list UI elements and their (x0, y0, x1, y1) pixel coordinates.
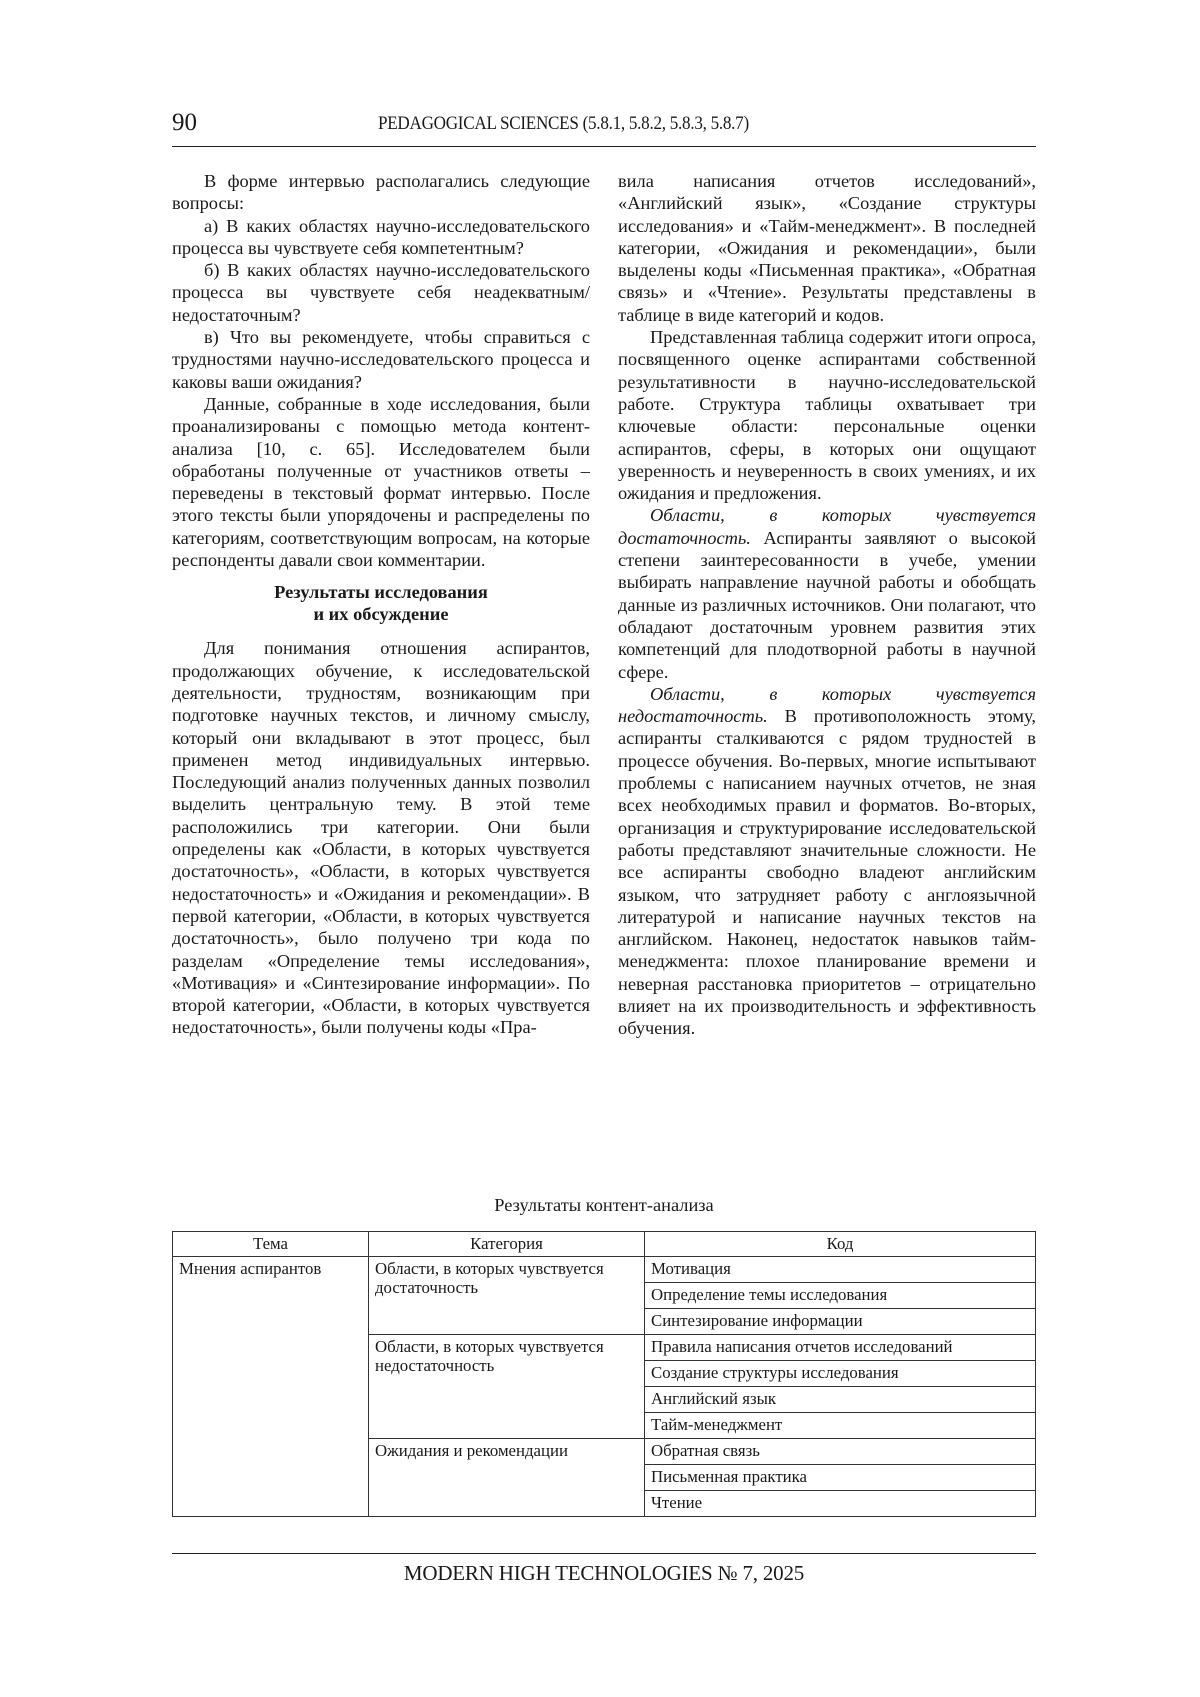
header-theme: Тема (173, 1232, 369, 1257)
content-analysis-table (172, 1231, 1036, 1517)
category-cell: Области, в которых чувствуется недостаточность (369, 1335, 645, 1439)
code-cell: Обратная связь (645, 1439, 1036, 1465)
section-heading (172, 581, 590, 625)
table-header-row (173, 1232, 1036, 1257)
section-heading-line2: и их обсуждение (313, 604, 449, 625)
code-cell: Правила написания отчетов исследований (645, 1335, 1036, 1361)
page-footer (172, 1553, 1036, 1585)
journal-footer: MODERN HIGH TECHNOLOGIES № 7, 2025 (403, 1561, 805, 1585)
code-cell: Письменная практика (645, 1465, 1036, 1491)
section-heading-line1: Результаты исследования (274, 582, 488, 603)
journal-section-title: PEDAGOGICAL SCIENCES (5.8.1, 5.8.2, 5.8.3, 5.8.7) (378, 113, 749, 134)
sufficiency-lead: Области, в которых чувствуется достаточность. (618, 505, 1036, 548)
data-analysis-paragraph: Данные, собранные в ходе исследования, были проанализированы с помощью метода контент-анализа [10, с. 65]. Исследователем были обработаны полученные от участников ответы – переведены в текстовый формат интервью. После этого тексты были упорядочены и распределены по категориям, соответствующим вопросам, на которые респонденты давали свои комментарии. (172, 393, 590, 571)
theme-cell: Мнения аспирантов (173, 1257, 369, 1517)
header-category: Категория (369, 1232, 645, 1257)
code-cell: Тайм-менеджмент (645, 1413, 1036, 1439)
code-cell: Определение темы исследования (645, 1283, 1036, 1309)
question-b: б) В каких областях научно-исследовательского процесса вы чувствуете себя неадекватным/недостаточным? (172, 260, 590, 325)
insufficiency-text: В противоположность этому, аспиранты сталкиваются с рядом трудностей в процессе обучения. Во-первых, многие испытывают проблемы с написанием научных отчетов, не зная всех необходимых правил и форматов. Во-вторых, организация и структурирование исследовательской работы представляют значительные сложности. Не все аспиранты свободно владеют английским языком, что затрудняет работу с англоязычной литературой и написание научных текстов на английском. Наконец, недостаток навыков тайм-менеджмента: плохое планирование времени и неверная расстановка приоритетов – отрицательно влияет на их производительность и эффективность обучения. (618, 706, 1036, 1039)
page-number: 90 (172, 109, 197, 136)
code-cell: Синтезирование информации (645, 1309, 1036, 1335)
page-header (172, 108, 1036, 147)
code-cell: Мотивация (645, 1257, 1036, 1283)
right-column (618, 170, 1036, 1040)
insufficiency-lead: Области, в которых чувствуется недостаточность. (618, 683, 1036, 727)
interview-intro-paragraph: В форме интервью располагались следующие вопросы: (172, 171, 590, 214)
code-cell: Чтение (645, 1491, 1036, 1517)
question-a: а) В каких областях научно-исследовательского процесса вы чувствуете себя компетентным? (172, 215, 590, 258)
left-column (172, 170, 590, 1039)
table-summary-paragraph: Представленная таблица содержит итоги опроса, посвященного оценке аспирантами собственной результативности в научно-исследовательской работе. Структура таблицы охватывает три ключевые области: персональные оценки аспирантов, сферы, в которых они ощущают уверенность и неуверенность в своих умениях, и их ожидания и предложения. (618, 327, 1036, 504)
code-cell: Создание структуры исследования (645, 1361, 1036, 1387)
sufficiency-paragraph (618, 504, 1036, 682)
sufficiency-text: Аспиранты заявляют о высокой степени заинтересованности в учебе, умении выбирать направление научной работы и обобщать данные из различных источников. Они полагают, что обладают достаточным уровнем развития этих компетенций для плодотворной работы в научной сфере. (618, 527, 1036, 682)
insufficiency-paragraph (618, 683, 1036, 1040)
category-cell: Области, в которых чувствуется достаточность (369, 1257, 645, 1335)
category-cell: Ожидания и рекомендации (369, 1439, 645, 1517)
header-code: Код (645, 1232, 1036, 1257)
table-title: Результаты контент-анализа (494, 1195, 714, 1215)
table-row (173, 1257, 1036, 1283)
results-paragraph: Для понимания отношения аспирантов, продолжающих обучение, к исследовательской деятельности, трудностям, возникающим при подготовке научных текстов, и личному смыслу, который они вкладывают в этот процесс, был применен метод индивидуальных интервью. Последующий анализ полученных данных позволил выделить центральную тему. В этой теме расположились три категории. Они были определены как «Области, в которых чувствуется достаточность», «Области, в которых чувствуется недостаточность» и «Ожидания и рекомендации». В первой категории, «Области, в которых чувствуется достаточность», было получено три кода по разделам «Определение темы исследования», «Мотивация» и «Синтезирование информации». По второй категории, «Области, в которых чувствуется недостаточность», были получены коды «Пра- (172, 638, 590, 1038)
question-c: в) Что вы рекомендуете, чтобы справиться с трудностями научно-исследовательского процесса и каковы ваши ожидания? (172, 327, 590, 392)
continuation-paragraph: вила написания отчетов исследований», «Английский язык», «Создание структуры исследования» и «Тайм-менеджмент». В последней категории, «Ожидания и рекомендации», были выделены коды «Письменная практика», «Обратная связь» и «Чтение». Результаты представлены в таблице в виде категорий и кодов. (618, 171, 1036, 325)
code-cell: Английский язык (645, 1387, 1036, 1413)
